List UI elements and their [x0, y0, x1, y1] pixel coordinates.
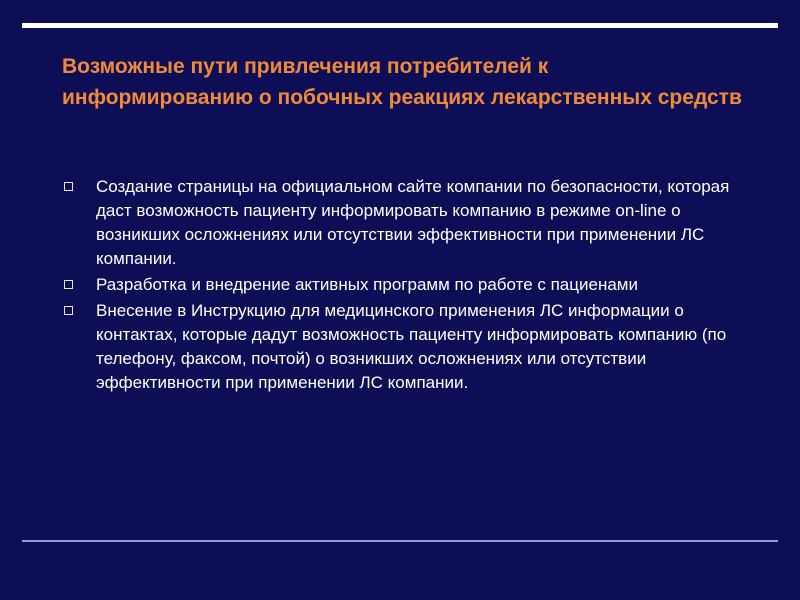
hollow-square-bullet-icon — [64, 306, 73, 315]
bullet-text: Разработка и внедрение активных программ по работе с пациенами — [96, 275, 638, 294]
bullet-text: Внесение в Инструкцию для медицинского применения ЛС информации о контактах, которые дадут возможность пациенту информировать компанию (по телефону, факсом, почтой) о возникших осложнениях или отсутствии эффективности при применении ЛС компании. — [96, 301, 727, 392]
bullet-item — [62, 273, 752, 297]
top-divider — [22, 23, 778, 28]
bullet-item — [62, 175, 752, 271]
bullet-list — [62, 175, 752, 397]
slide-title: Возможные пути привлечения потребителей к информированию о побочных реакциях лекарственных средств — [62, 55, 742, 109]
bottom-divider — [22, 540, 778, 542]
bullet-text: Создание страницы на официальном сайте компании по безопасности, которая даст возможность пациенту информировать компанию в режиме on-line о возникших осложнениях или отсутствии эффективности при применении ЛС компании. — [96, 177, 730, 268]
hollow-square-bullet-icon — [64, 280, 73, 289]
hollow-square-bullet-icon — [64, 182, 73, 191]
bullet-item — [62, 299, 752, 395]
